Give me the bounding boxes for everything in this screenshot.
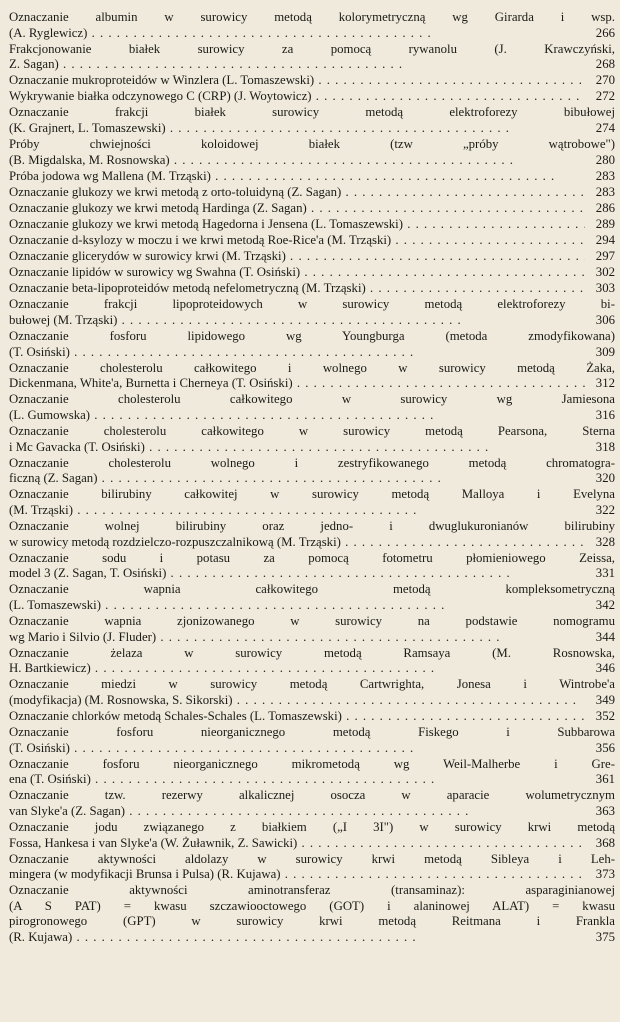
toc-entry-text: w surowicy metodą rozdzielczo-rozpuszczalnikową (M. Trząski) . . xyxy=(9,535,585,551)
toc-line xyxy=(9,313,615,329)
toc-line xyxy=(9,105,615,121)
toc-page-number: 266 xyxy=(595,25,615,40)
toc-line xyxy=(9,804,615,820)
toc-line xyxy=(9,630,615,646)
toc-page-number: 328 xyxy=(595,534,615,549)
toc-line xyxy=(9,424,615,440)
toc-page-number: 283 xyxy=(595,184,615,199)
toc-line xyxy=(9,535,615,551)
toc-entry xyxy=(9,646,615,677)
toc-line xyxy=(9,217,615,233)
toc-entry xyxy=(9,487,615,518)
toc-entry xyxy=(9,788,615,819)
toc-entry-text: van Slyke'a (Z. Sagan) . . xyxy=(9,804,585,820)
toc-line xyxy=(9,677,615,693)
toc-entry-text: (K. Grajnert, L. Tomaszewski) . . xyxy=(9,121,585,137)
toc-line xyxy=(9,519,615,535)
toc-entry-text: ficzną (Z. Sagan) . . xyxy=(9,471,585,487)
toc-line xyxy=(9,376,615,392)
toc-entry xyxy=(9,582,615,613)
toc-line xyxy=(9,471,615,487)
toc-entry-text: Oznaczanie lipidów w surowicy wg Swahna (T. Osiński) . . xyxy=(9,265,585,281)
toc-entry xyxy=(9,10,615,41)
toc-line xyxy=(9,836,615,852)
toc-entry-text: Oznaczanie albumin w surowicy metodą kolorymetryczną wg Girarda i wsp. xyxy=(9,10,615,24)
toc-entry xyxy=(9,725,615,756)
toc-line xyxy=(9,725,615,741)
toc-line xyxy=(9,582,615,598)
toc-page-number: 361 xyxy=(595,772,615,787)
toc-line xyxy=(9,598,615,614)
toc-entry-text: bułowej (M. Trząski) . . xyxy=(9,313,585,329)
toc-entry-text: Oznaczanie wapnia całkowitego metodą kompleksometryczną xyxy=(9,582,615,597)
toc-page-number: 306 xyxy=(595,312,615,327)
toc-entry-text: Oznaczanie miedzi w surowicy metodą Cartwrighta, Jonesa i Wintrobe'a xyxy=(9,677,615,692)
toc-entry-text: H. Bartkiewicz) . . xyxy=(9,661,585,677)
toc-line xyxy=(9,10,615,26)
toc-line xyxy=(9,566,615,582)
toc-line xyxy=(9,73,615,89)
toc-entry xyxy=(9,677,615,708)
toc-page-number: 316 xyxy=(595,407,615,422)
toc-entry-text: Dickenmana, White'a, Burnetta i Cherneya (T. Osiński) . . xyxy=(9,376,585,392)
toc-entry xyxy=(9,329,615,360)
toc-page-number: 280 xyxy=(595,152,615,167)
toc-line xyxy=(9,820,615,836)
toc-entry-text: Oznaczanie aktywności aminotransferaz (transaminaz): asparaginianowej xyxy=(9,883,615,898)
toc-page-number: 368 xyxy=(595,835,615,850)
toc-entry-text: (T. Osiński) . . xyxy=(9,741,585,757)
toc-page-number: 344 xyxy=(595,629,615,644)
toc-line xyxy=(9,249,615,265)
toc-entry xyxy=(9,392,615,423)
toc-entry-text: model 3 (Z. Sagan, T. Osiński) . . xyxy=(9,566,585,582)
toc-line xyxy=(9,265,615,281)
toc-entry-text: (T. Osiński) . . xyxy=(9,345,585,361)
toc-line xyxy=(9,42,615,58)
toc-entry xyxy=(9,42,615,73)
toc-entry xyxy=(9,852,615,883)
toc-entry-text: Próba jodowa wg Mallena (M. Trząski) . . xyxy=(9,169,585,185)
toc-entry-text: Fossa, Hankesa i van Slyke'a (W. Żuławnik, Z. Sawicki) . . xyxy=(9,836,585,852)
toc-entry-text: Oznaczanie glukozy we krwi metodą Hagedorna i Jensena (L. Tomaszewski) . . xyxy=(9,217,585,233)
toc-entry-text: Oznaczanie glukozy we krwi metodą z orto-toluidyną (Z. Sagan) . . xyxy=(9,185,585,201)
toc-entry-text: Oznaczanie fosforu lipidowego wg Youngburga (metoda zmodyfikowana) xyxy=(9,329,615,344)
toc-line xyxy=(9,89,615,105)
toc-entry xyxy=(9,456,615,487)
toc-page-number: 270 xyxy=(595,73,615,88)
toc-page-number: 289 xyxy=(595,217,615,232)
toc-page-number: 352 xyxy=(595,708,615,723)
toc-entry-text: Z. Sagan) . . xyxy=(9,57,585,73)
toc-entry xyxy=(9,169,615,185)
toc-entry-text: Wykrywanie białka odczynowego C (CRP) (J. Woytowicz) . . xyxy=(9,89,585,105)
toc-entry-text: (L. Tomaszewski) . . xyxy=(9,598,585,614)
toc-page-number: 303 xyxy=(595,281,615,296)
toc-page-number: 331 xyxy=(595,566,615,581)
toc-entry-text: (modyfikacja) (M. Rosnowska, S. Sikorski) . . xyxy=(9,693,585,709)
toc-line xyxy=(9,772,615,788)
toc-page-number: 356 xyxy=(595,740,615,755)
toc-entry xyxy=(9,757,615,788)
toc-page-number: 363 xyxy=(595,803,615,818)
toc-line xyxy=(9,487,615,503)
toc-line xyxy=(9,26,615,42)
toc-entry-text: Oznaczanie aktywności aldolazy w surowicy krwi metodą Sibleya i Leh- xyxy=(9,851,615,866)
toc-page-number: 272 xyxy=(595,89,615,104)
toc-entry-text: i Mc Gavacka (T. Osiński) . . xyxy=(9,440,585,456)
toc-entry xyxy=(9,883,615,945)
toc-line xyxy=(9,57,615,73)
toc-entry xyxy=(9,73,615,89)
table-of-contents xyxy=(9,10,615,946)
toc-entry-text: Oznaczanie cholesterolu wolnego i zestryfikowanego metodą chromatogra- xyxy=(9,455,615,470)
toc-entry-text: Oznaczanie frakcji białek surowicy metodą elektroforezy bibułowej xyxy=(9,105,615,120)
toc-page-number: 309 xyxy=(595,344,615,359)
toc-entry-text: Oznaczanie wolnej bilirubiny oraz jedno- i dwuglukuronianów bilirubiny xyxy=(9,519,615,533)
toc-entry-text: Oznaczanie d-ksylozy w moczu i we krwi metodą Roe-Rice'a (M. Trząski) . . xyxy=(9,233,585,249)
toc-entry xyxy=(9,424,615,455)
toc-line xyxy=(9,121,615,137)
toc-entry xyxy=(9,217,615,233)
toc-line xyxy=(9,169,615,185)
toc-entry-text: Frakcjonowanie białek surowicy za pomocą rywanolu (J. Krawczyński, xyxy=(9,41,615,56)
toc-entry xyxy=(9,519,615,550)
toc-entry-text: (A S PAT) = kwasu szczawiooctowego (GOT) i alaninowej ALAT) = kwasu xyxy=(9,898,615,913)
toc-entry-text: Oznaczanie mukroproteidów w Winzlera (L. Tomaszewski) . . xyxy=(9,73,585,89)
toc-entry xyxy=(9,249,615,265)
toc-line xyxy=(9,899,615,915)
toc-entry-text: Oznaczanie glukozy we krwi metodą Hardinga (Z. Sagan) . . xyxy=(9,201,585,217)
toc-line xyxy=(9,153,615,169)
toc-page-number: 349 xyxy=(595,692,615,707)
toc-line xyxy=(9,914,615,930)
toc-entry-text: Próby chwiejności koloidowej białek (tzw „próby wątrobowe") xyxy=(9,137,615,152)
toc-line xyxy=(9,392,615,408)
toc-entry-text: Oznaczanie chlorków metodą Schales-Schales (L. Tomaszewski) . . xyxy=(9,709,585,725)
toc-line xyxy=(9,345,615,361)
toc-entry-text: (B. Migdalska, M. Rosnowska) . . xyxy=(9,153,585,169)
toc-entry-text: Oznaczanie cholesterolu całkowitego w surowicy metodą Pearsona, Sterna xyxy=(9,424,615,439)
toc-entry-text: (L. Gumowska) . . xyxy=(9,408,585,424)
toc-entry xyxy=(9,297,615,328)
toc-entry-text: Oznaczanie żelaza w surowicy metodą Ramsaya (M. Rosnowska, xyxy=(9,645,615,660)
toc-page-number: 268 xyxy=(595,57,615,72)
toc-line xyxy=(9,329,615,345)
toc-entry-text: mingera (w modyfikacji Brunsa i Pulsa) (R. Kujawa) . . xyxy=(9,867,585,883)
toc-entry-text: wg Mario i Silvio (J. Fluder) . . xyxy=(9,630,585,646)
toc-line xyxy=(9,661,615,677)
toc-line xyxy=(9,297,615,313)
toc-line xyxy=(9,503,615,519)
toc-entry-text: (A. Ryglewicz) . . xyxy=(9,26,585,42)
toc-page-number: 375 xyxy=(595,930,615,945)
toc-line xyxy=(9,867,615,883)
toc-line xyxy=(9,408,615,424)
toc-line xyxy=(9,551,615,567)
toc-entry-text: pirogronowego (GPT) w surowicy krwi metodą Reitmana i Frankla xyxy=(9,914,615,929)
toc-page-number: 318 xyxy=(595,439,615,454)
toc-line xyxy=(9,137,615,153)
toc-entry xyxy=(9,105,615,136)
toc-line xyxy=(9,693,615,709)
toc-entry xyxy=(9,614,615,645)
toc-page-number: 322 xyxy=(595,502,615,517)
toc-line xyxy=(9,709,615,725)
toc-line xyxy=(9,440,615,456)
toc-page-number: 283 xyxy=(595,168,615,183)
toc-entry-text: ena (T. Osiński) . . xyxy=(9,772,585,788)
toc-entry xyxy=(9,89,615,105)
toc-entry xyxy=(9,185,615,201)
toc-line xyxy=(9,614,615,630)
toc-page-number: 373 xyxy=(595,867,615,882)
toc-entry-text: Oznaczanie sodu i potasu za pomocą fotometru płomieniowego Zeissa, xyxy=(9,550,615,565)
toc-line xyxy=(9,361,615,377)
toc-page-number: 320 xyxy=(595,471,615,486)
toc-entry xyxy=(9,820,615,851)
toc-page-number: 312 xyxy=(595,376,615,391)
toc-entry xyxy=(9,281,615,297)
toc-entry xyxy=(9,201,615,217)
toc-page-number: 297 xyxy=(595,249,615,264)
toc-line xyxy=(9,741,615,757)
toc-entry-text: Oznaczanie wapnia zjonizowanego w surowicy na podstawie nomogramu xyxy=(9,613,615,628)
toc-entry-text: Oznaczanie beta-lipoproteidów metodą nefelometryczną (M. Trząski) . . xyxy=(9,281,585,297)
toc-entry-text: Oznaczanie tzw. rezerwy alkalicznej osocza w aparacie wolumetrycznym xyxy=(9,788,615,803)
toc-entry xyxy=(9,265,615,281)
toc-page-number: 346 xyxy=(595,661,615,676)
toc-entry-text: Oznaczanie fosforu nieorganicznego metodą Fiskego i Subbarowa xyxy=(9,725,615,740)
toc-entry-text: Oznaczanie bilirubiny całkowitej w surowicy metodą Malloya i Evelyna xyxy=(9,487,615,502)
toc-line xyxy=(9,883,615,899)
toc-line xyxy=(9,233,615,249)
toc-page-number: 286 xyxy=(595,200,615,215)
toc-entry-text: Oznaczanie fosforu nieorganicznego mikrometodą wg Weil-Malherbe i Gre- xyxy=(9,756,615,771)
toc-entry-text: Oznaczanie cholesterolu całkowitego w surowicy wg Jamiesona xyxy=(9,392,615,407)
toc-line xyxy=(9,930,615,946)
toc-entry-text: (R. Kujawa) . . xyxy=(9,930,585,946)
toc-entry-text: Oznaczanie jodu związanego z białkiem („I 3I") w surowicy krwi metodą xyxy=(9,819,615,834)
toc-line xyxy=(9,201,615,217)
toc-line xyxy=(9,788,615,804)
toc-page-number: 274 xyxy=(595,121,615,136)
toc-page-number: 294 xyxy=(595,233,615,248)
toc-entry xyxy=(9,233,615,249)
toc-line xyxy=(9,646,615,662)
toc-entry-text: Oznaczanie glicerydów w surowicy krwi (M. Trząski) . . xyxy=(9,249,585,265)
toc-page-number: 302 xyxy=(595,265,615,280)
toc-entry-text: Oznaczanie cholesterolu całkowitego i wolnego w surowicy metodą Żaka, xyxy=(9,360,615,375)
toc-entry xyxy=(9,709,615,725)
toc-line xyxy=(9,281,615,297)
toc-line xyxy=(9,757,615,773)
toc-entry-text: Oznaczanie frakcji lipoproteidowych w surowicy metodą elektroforezy bi- xyxy=(9,297,615,312)
toc-entry xyxy=(9,551,615,582)
toc-entry xyxy=(9,137,615,168)
toc-entry xyxy=(9,361,615,392)
toc-line xyxy=(9,456,615,472)
toc-entry-text: (M. Trząski) . . xyxy=(9,503,585,519)
toc-page-number: 342 xyxy=(595,597,615,612)
toc-line xyxy=(9,185,615,201)
toc-line xyxy=(9,852,615,868)
